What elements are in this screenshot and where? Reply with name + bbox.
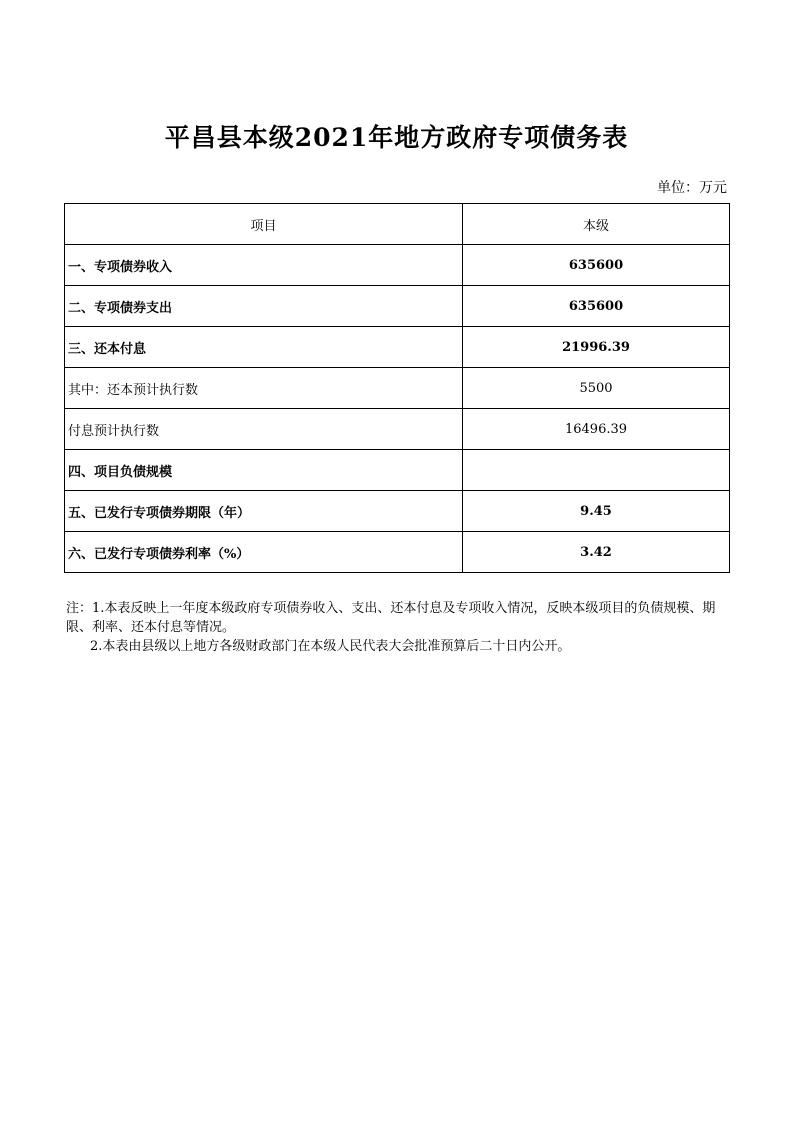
special-debt-table xyxy=(64,203,730,573)
unit-label: 单位：万元 xyxy=(657,180,727,196)
row-value: 5500 xyxy=(463,368,730,409)
page-title: 平昌县本级2021年地方政府专项债务表 xyxy=(164,123,629,152)
row-label: 二、专项债券支出 xyxy=(65,286,463,327)
note-2: 2.本表由县级以上地方各级财政部门在本级人民代表大会批准预算后二十日内公开。 xyxy=(90,639,571,654)
row-value: 16496.39 xyxy=(463,409,730,450)
row-label: 五、已发行专项债券期限（年） xyxy=(65,491,463,532)
table-row xyxy=(65,409,730,450)
row-value: 635600 xyxy=(463,245,730,286)
row-label: 六、已发行专项债券利率（%） xyxy=(65,532,463,573)
row-label: 付息预计执行数 xyxy=(65,409,463,450)
row-value xyxy=(463,450,730,491)
notes xyxy=(66,599,730,656)
row-value: 9.45 xyxy=(463,491,730,532)
row-label: 三、还本付息 xyxy=(65,327,463,368)
table-row xyxy=(65,491,730,532)
table-row xyxy=(65,286,730,327)
row-value: 3.42 xyxy=(463,532,730,573)
table-row xyxy=(65,450,730,491)
row-value: 635600 xyxy=(463,286,730,327)
row-label: 其中：还本预计执行数 xyxy=(65,368,463,409)
header-level: 本级 xyxy=(463,204,730,245)
table-row xyxy=(65,245,730,286)
table-header-row xyxy=(65,204,730,245)
row-label: 四、项目负债规模 xyxy=(65,450,463,491)
row-label: 一、专项债券收入 xyxy=(65,245,463,286)
table-row xyxy=(65,532,730,573)
table-row xyxy=(65,368,730,409)
note-1: 注：1.本表反映上一年度本级政府专项债券收入、支出、还本付息及专项收入情况，反映本级项目的负债规模、期限、利率、还本付息等情况。 xyxy=(66,601,716,635)
table-row xyxy=(65,327,730,368)
header-item: 项目 xyxy=(65,204,463,245)
row-value: 21996.39 xyxy=(463,327,730,368)
